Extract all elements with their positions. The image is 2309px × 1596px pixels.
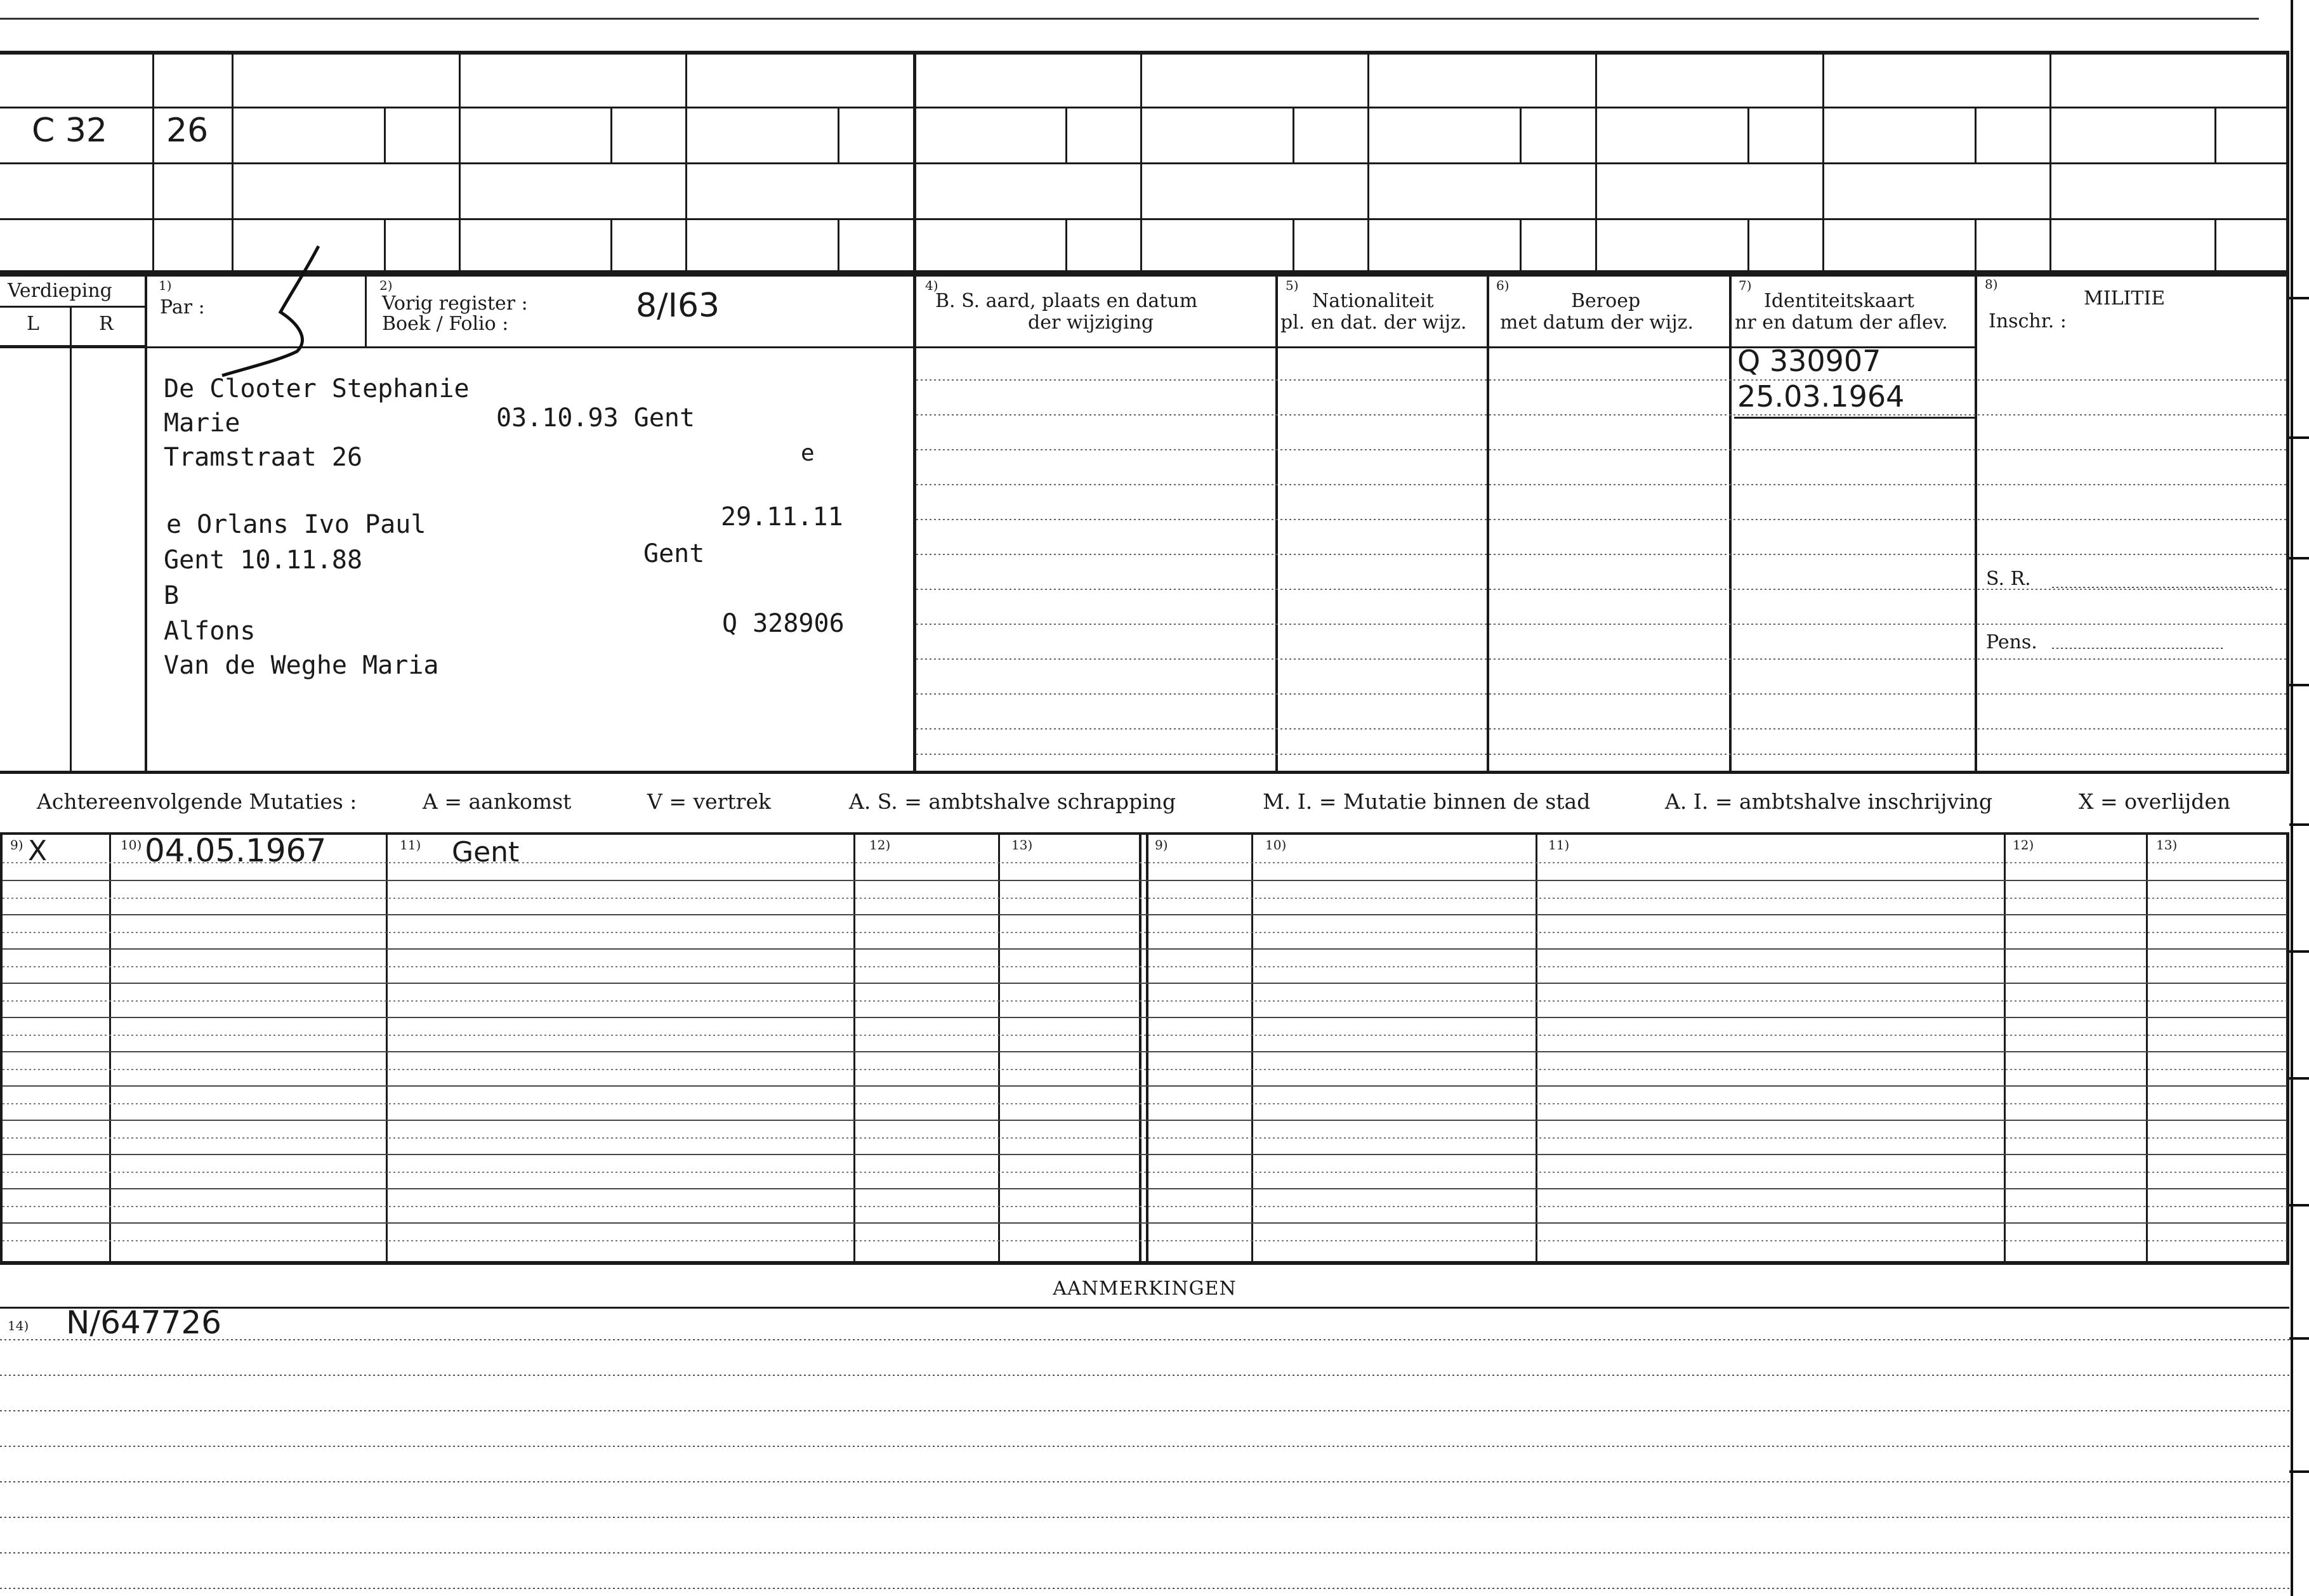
vorig-register-label: Vorig register : — [382, 292, 528, 315]
note-6: 6) — [1496, 278, 1510, 293]
note-1: 1) — [159, 278, 172, 293]
person-line2: Marie — [164, 409, 240, 438]
note-8: 8) — [1985, 277, 1998, 292]
remarks-section — [0, 1265, 2289, 1596]
marriage-date: 29.11.11 — [721, 502, 843, 532]
person-line-b: B — [164, 581, 180, 610]
card-reference: Q 328906 — [722, 609, 845, 638]
col-note-13-right: 13) — [2156, 837, 2178, 853]
inschr-label: Inschr. : — [1989, 310, 2067, 332]
father-name: Alfons — [164, 617, 256, 646]
top-edge-line — [0, 18, 2259, 20]
col-note-10-right: 10) — [1265, 837, 1287, 853]
boek-folio-label: Boek / Folio : — [382, 313, 509, 335]
col-note-12-right: 12) — [2013, 837, 2034, 853]
bs-label-line2: der wijziging — [1028, 311, 1154, 334]
code-value: C 32 — [32, 112, 108, 150]
marriage-place: Gent — [643, 539, 705, 568]
col-note-12: 12) — [869, 837, 891, 853]
remarks-lines — [0, 1307, 2289, 1596]
mutations-label: Achtereenvolgende Mutaties : — [37, 789, 357, 814]
beroep-line2: met datum der wijz. — [1500, 311, 1694, 334]
sr-label: S. R. — [1986, 568, 2031, 590]
legend-ambtshalve-schrapping: A. S. = ambtshalve schrapping — [849, 789, 1176, 814]
mutations-row-lines — [3, 835, 2287, 1261]
person-section — [0, 274, 2289, 774]
e-mark: e — [801, 440, 815, 466]
note-2: 2) — [379, 278, 393, 293]
legend-overlijden: X = overlijden — [2079, 789, 2231, 814]
edge-tick-marks — [2289, 0, 2309, 1596]
mutation-place: Gent — [452, 836, 520, 868]
top-grid — [0, 51, 2289, 274]
identiteit-line1: Identiteitskaart — [1764, 290, 1914, 312]
person-line1: De Clooter Stephanie — [164, 374, 470, 403]
col-note-10: 10) — [121, 837, 142, 853]
writing-lines — [916, 348, 2287, 771]
spouse-birth: Gent 10.11.88 — [164, 546, 363, 575]
pens-label: Pens. — [1986, 631, 2037, 653]
note-4: 4) — [925, 278, 938, 293]
militie-label: MILITIE — [2084, 287, 2166, 310]
beroep-line1: Beroep — [1571, 290, 1641, 312]
legend-ambtshalve-inschrijving: A. I. = ambtshalve inschrijving — [1665, 789, 1993, 814]
remarks-title: AANMERKINGEN — [1053, 1278, 1237, 1300]
identity-card-date: 25.03.1964 — [1737, 379, 1905, 414]
legend-mutatie-binnen: M. I. = Mutatie binnen de stad — [1263, 789, 1591, 814]
nationaliteit-line1: Nationaliteit — [1312, 290, 1434, 312]
identity-card-number: Q 330907 — [1737, 344, 1881, 378]
legend-aankomst: A = aankomst — [423, 789, 572, 814]
remarks-note-14: 14) — [8, 1318, 29, 1333]
militie-dotted-lines — [2052, 572, 2280, 655]
person-line3: Tramstraat 26 — [164, 443, 363, 472]
verdieping-label: Verdieping — [8, 280, 112, 302]
col-note-9-right: 9) — [1155, 837, 1168, 853]
note-5: 5) — [1286, 278, 1299, 293]
bs-label-line1: B. S. aard, plaats en datum — [935, 290, 1198, 312]
mutation-type: X — [28, 835, 48, 867]
legend-vertrek: V = vertrek — [647, 789, 771, 814]
mother-name: Van de Weghe Maria — [164, 651, 439, 680]
identiteit-line2: nr en datum der aflev. — [1735, 311, 1948, 334]
nationaliteit-line2: pl. en dat. der wijz. — [1280, 311, 1467, 334]
col-r-label: R — [99, 313, 114, 335]
birth-info: 03.10.93 Gent — [496, 403, 695, 433]
col-note-13: 13) — [1011, 837, 1033, 853]
col-note-9: 9) — [10, 837, 23, 853]
col-note-11-right: 11) — [1548, 837, 1570, 853]
number-value: 26 — [166, 112, 209, 150]
pen-mark-icon — [209, 241, 336, 381]
note-7: 7) — [1739, 278, 1752, 293]
folio-value: 8/I63 — [636, 287, 720, 325]
par-label: Par : — [160, 296, 205, 318]
col-l-label: L — [27, 313, 39, 335]
col-note-11: 11) — [400, 837, 421, 853]
mutation-date: 04.05.1967 — [145, 832, 327, 869]
mutations-table — [0, 832, 2289, 1265]
spouse-name: e Orlans Ivo Paul — [166, 510, 426, 539]
remarks-value: N/647726 — [66, 1304, 222, 1341]
